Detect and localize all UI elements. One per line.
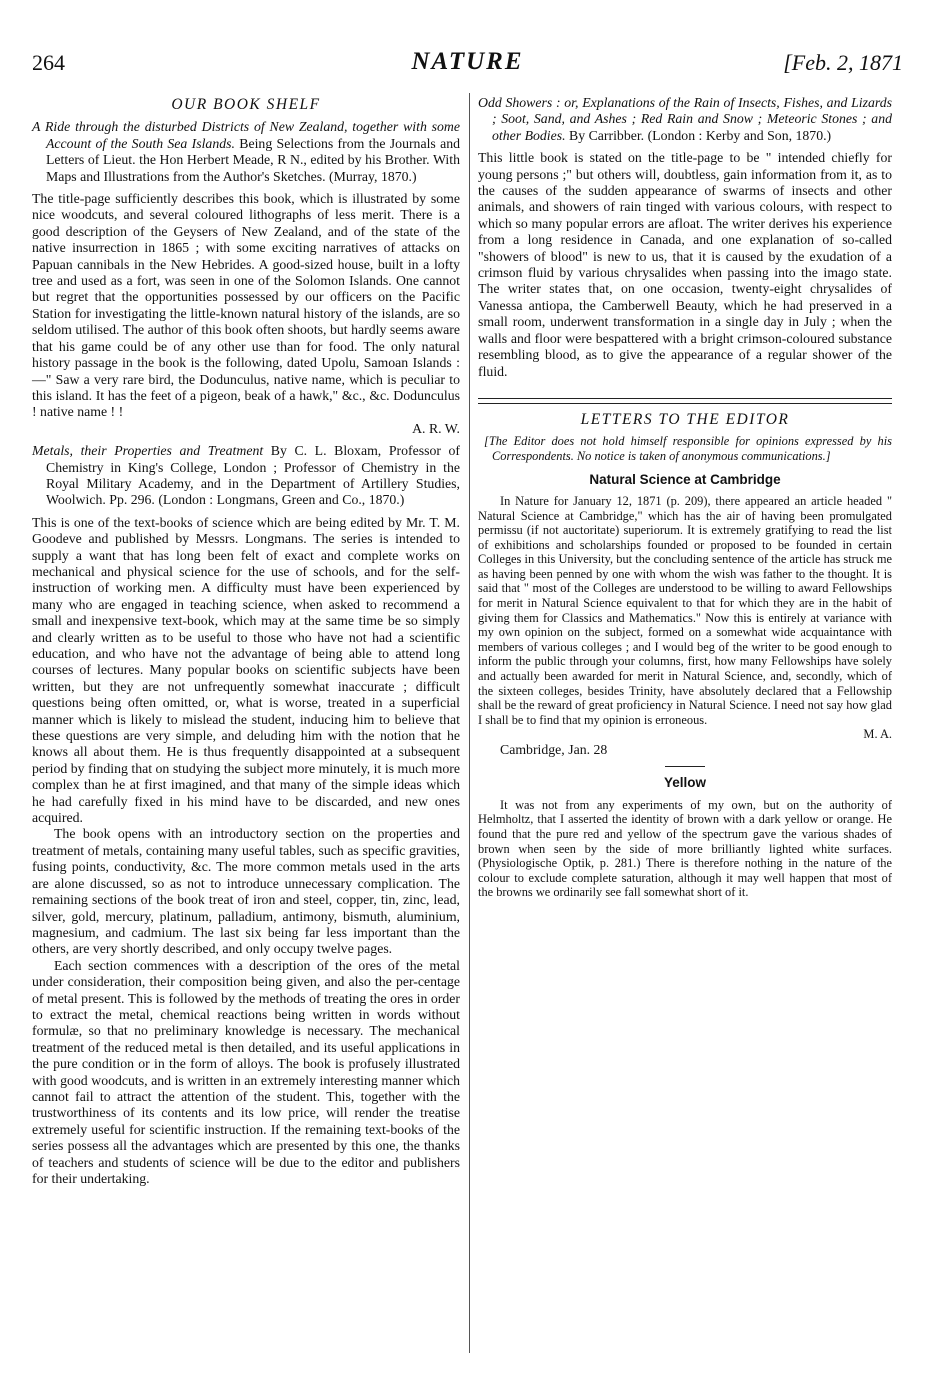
book-entry-2-paragraph-1: This is one of the text-books of science which are being edited by Mr. T. M. Goodeve and published by Messrs. Longmans. The series is intended to supply a want that has long been felt of exact and complete works on mechanical and physical science for the use of schools, and for the self-instruction of working men. A difficulty must have been experienced by many who are engaged in teaching science, when asked to recommend a small and inexpensive text-book, which may at the same time be so simply and clearly written as to be useful to those who have not had a scientific education, and who have not the advantage of being able to attend long courses of lectures. Many popular books on scientific subjects have been written, but they are not unfrequently somewhat inaccurate ; difficult questions being often omitted, or, what is worse, treated in a superficial manner which is likely to mislead the student, inducing him to believe that these questions are very simple, and deluding him with the notion that he knows all about them. He is thus frequently disappointed at a subsequent period by finding that on studying the subject more minutely, it is much more complex than he at first imagined, and that many of the simple ideas which he had carefully fixed in his mind have to be discarded, and new ones acquired.: [32, 514, 460, 826]
book-entry-1-signature: A. R. W.: [412, 420, 460, 436]
book-entry-1-title: A Ride through the disturbed Districts of New Zealand, together with some Account of the South Sea Islands.: [32, 119, 460, 151]
letter-1-signature: M. A.: [863, 727, 892, 742]
book-entry-2-paragraph-3: Each section commences with a description of the ores of the metal under consideration, their composition being given, and also the per-centage of metal present. This is followed by the methods of treating the ores in order to extract the metal, chemical reactions being written in words without formulæ, so that no preliminary knowledge is necessary. The mechanical treatment of the reduced metal is then detailed, and its useful applications in the pure condition or in the form of alloys. The book is profusely illustrated with good woodcuts, and is written in an extremely interesting manner which cannot fail to attract the attention of the student. This, together with the trustworthiness of its contents and its low price, will render the treatise extremely useful for scientific instruction. If the remaining text-books of the series possess all the advantages which are presented by this one, the thanks of teachers and students of science will be due to the editor and publishers for their undertaking.: [32, 957, 460, 1186]
book-entry-2-citation: [32, 443, 460, 509]
letter-separator-rule: [665, 766, 705, 767]
page-number: 264: [32, 50, 65, 75]
book-entry-1-details: Being Selections from the Journals and Letters of Lieut. the Hon Herbert Meade, R N., edited by his Brother. With Maps and Illustrations from the Author's Sketches. (Murray, 1870.): [46, 135, 461, 184]
right-column: [478, 95, 892, 900]
book-entry-3-title: Odd Showers : or, Explanations of the Rain of Insects, Fishes, and Lizards ; Soot, Sand, and Ashes ; Red Rain and Snow ; Meteoric Stones ; and other Bodies.: [478, 95, 892, 143]
issue-date: [Feb. 2, 1871: [783, 50, 903, 75]
book-entry-2-paragraph-2: The book opens with an introductory section on the properties and treatment of metals, containing many useful tables, such as specific gravities, fusing points, conductivity, &c. The more common metals used in the arts are alone discussed, so as not to introduce unnecessary complication. The remaining sections of the book treat of iron and steel, copper, tin, zinc, lead, silver, gold, mercury, platinum, palladium, antimony, bismuth, aluminium, magnesium, and cadmium. The last six being far less important than the others, are very shortly described, and only occupy twelve pages.: [32, 826, 460, 957]
section-heading-book-shelf: OUR BOOK SHELF: [171, 96, 321, 113]
page-header: [32, 50, 903, 84]
letter-1-body: In Nature for January 12, 1871 (p. 209), there appeared an article headed " Natural Science at Cambridge," which has the air of having been promulgated permissu (if not auctoritate) superiorum. It is extremely gratifying to read the list of exhibitions and scholarships founded or proposed to be founded in certain Colleges in this University, but the concluding sentence of the article has struck me as having been penned by one with whom the wish was father to the thought. It is said that " most of the Colleges are understood to be willing to award Fellowships for merit in Natural Science equivalent to that for which they are in the habit of giving them for Classics and Mathematics." Now this is entirely at variance with my own opinion on the subject, formed on a somewhat wide acquaintance with members of various colleges ; and I would beg of the writer to be good enough to inform the public through your columns, first, how many Fellowships have solely and actually been awarded for merit in Natural Science, and, secondly, which of the sixteen colleges, besides Trinity, have absolutely declared that a Fellowship shall be the reward of great proficiency in Natural Science. I need not say how glad I shall be to find that my opinion is erroneous.: [478, 493, 892, 727]
book-entry-3-citation: [478, 95, 892, 144]
column-divider: [469, 93, 470, 1353]
letter-1-place-date: Cambridge, Jan. 28: [500, 742, 608, 757]
letter-1-title: Natural Science at Cambridge: [589, 471, 781, 487]
book-entry-1-signature-line: [32, 421, 460, 437]
book-entry-2-title: Metals, their Properties and Treatment: [32, 443, 264, 459]
letter-2-body: It was not from any experiments of my own, but on the authority of Helmholtz, that I asserted the identity of brown with a dark yellow or orange. He found that the pure red and yellow of the spectrum gave the various shades of brown when seen by the side of more brilliantly lighted white surfaces. (Physiologische Optik, p. 281.) There is therefore nothing in the nature of the colour to exclude complete saturation, although it may well happen that most of the browns we ordinarily see fall somewhat short of it.: [478, 797, 892, 900]
section-heading-letters: LETTERS TO THE EDITOR: [580, 410, 790, 428]
left-column: [32, 95, 460, 1187]
book-entry-1-citation: [32, 119, 460, 185]
editor-disclaimer: [The Editor does not hold himself responsible for opinions expressed by his Correspondents. No notice is taken of anonymous communications.]: [484, 434, 892, 463]
letter-2-title: Yellow: [663, 775, 707, 791]
section-double-rule: [478, 398, 892, 404]
book-entry-3-review: This little book is stated on the title-page to be " intended chiefly for young persons ;" but others will, doubtless, gain information from it, as to the causes of the sudden appearance of swarms of insects and other animals, and showers of rain tinged with various colours, with respect to which so many popular errors are afloat. The writer derives his experience from a long residence in Canada, and one explanation of so-called "showers of blood" is new to us, that it is caused by the exudation of a crimson fluid by various chrysalides when passing into the imago state. The writer states that, on one occasion, twenty-eight chrysalides of Vanessa antiopa, the Camberwell Beauty, which he had preserved in a small room, underwent transformation in a single day in July ; when the walls and floor were bespattered with a bright crimson-coloured substance resembling blood, as to give the appearance of a regular shower of the fluid.: [478, 150, 892, 379]
letter-1-signature-line: [478, 727, 892, 742]
book-entry-3-details: By Carribber. (London : Kerby and Son, 1870.): [569, 127, 832, 143]
book-entry-2-details: By C. L. Bloxam, Professor of Chemistry in King's College, London ; Professor of Chemistry in the Royal Military Academy, and in the Department of Artillery Studies, Woolwich. Pp. 296. (London : Longmans, Green and Co., 1870.): [46, 443, 460, 508]
book-entry-1-review: The title-page sufficiently describes this book, which is illustrated by some nice woodcuts, and several coloured lithographs of less merit. There is a good description of the Geysers of New Zealand, and of the state of the native insurrection in 1865 ; with some exciting narratives of attacks on Papuan cannibals in the New Hebrides. A good-sized house, built in a lofty tree and used as a fort, was seen in one of the Solomon Islands. One cannot but regret that the opportunities possessed by our officers on the Pacific Station for investigating the little-known natural history of the islands, are so seldom utilised. The author of this book often shoots, but hardly seems aware that his game could be of any other use than for food. The only natural history passage in the book is the following, dated Upolu, Samoan Islands :—" Saw a very rare bird, the Dodunculus, native name, which is peculiar to this island. It has the feet of a pigeon, beak of a hawk," &c., &c. Dodunculus ! native name ! !: [32, 191, 460, 420]
journal-title: NATURE: [411, 48, 524, 75]
